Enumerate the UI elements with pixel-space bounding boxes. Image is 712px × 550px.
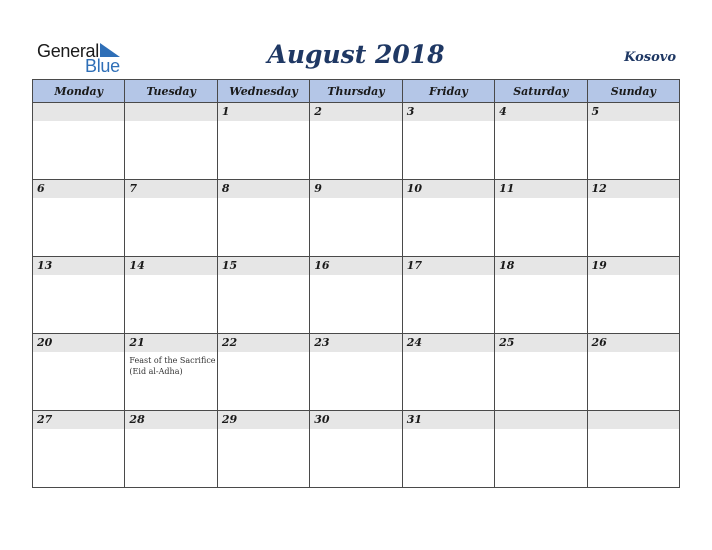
day-cell bbox=[495, 334, 587, 411]
day-cell bbox=[217, 180, 309, 257]
weekday-header: Sunday bbox=[587, 80, 679, 103]
day-cell bbox=[125, 257, 217, 334]
logo-general-text: General bbox=[37, 41, 99, 61]
day-cell bbox=[495, 180, 587, 257]
day-number: 8 bbox=[218, 180, 309, 198]
day-cell bbox=[33, 180, 125, 257]
day-cell bbox=[587, 411, 679, 488]
day-number: 9 bbox=[310, 180, 401, 198]
weekday-header: Tuesday bbox=[125, 80, 217, 103]
day-cell bbox=[217, 334, 309, 411]
day-cell bbox=[587, 334, 679, 411]
day-cell bbox=[217, 257, 309, 334]
day-number: 25 bbox=[495, 334, 586, 352]
weekday-header-row bbox=[33, 80, 680, 103]
day-cell bbox=[125, 180, 217, 257]
day-cell bbox=[310, 411, 402, 488]
day-cell bbox=[587, 257, 679, 334]
calendar-grid bbox=[32, 79, 680, 488]
weekday-header: Thursday bbox=[310, 80, 402, 103]
day-number bbox=[588, 411, 679, 429]
week-row bbox=[33, 103, 680, 180]
day-number: 29 bbox=[218, 411, 309, 429]
week-row bbox=[33, 180, 680, 257]
weekday-header: Monday bbox=[33, 80, 125, 103]
day-number: 26 bbox=[588, 334, 679, 352]
day-number: 31 bbox=[403, 411, 494, 429]
day-number: 28 bbox=[125, 411, 216, 429]
day-number: 10 bbox=[403, 180, 494, 198]
day-number: 17 bbox=[403, 257, 494, 275]
day-cell bbox=[495, 103, 587, 180]
day-cell bbox=[402, 257, 494, 334]
day-cell bbox=[33, 411, 125, 488]
day-number: 13 bbox=[33, 257, 124, 275]
day-cell bbox=[310, 334, 402, 411]
week-row bbox=[33, 257, 680, 334]
day-number: 18 bbox=[495, 257, 586, 275]
day-cell bbox=[217, 411, 309, 488]
country-label: Kosovo bbox=[624, 50, 676, 65]
day-cell bbox=[310, 103, 402, 180]
week-row bbox=[33, 411, 680, 488]
day-cell bbox=[310, 257, 402, 334]
weekday-header: Friday bbox=[402, 80, 494, 103]
calendar-title: August 2018 bbox=[267, 40, 445, 69]
day-cell bbox=[402, 334, 494, 411]
day-number: 20 bbox=[33, 334, 124, 352]
holiday-event bbox=[125, 352, 216, 377]
day-number: 23 bbox=[310, 334, 401, 352]
day-cell bbox=[33, 334, 125, 411]
day-number: 15 bbox=[218, 257, 309, 275]
day-number: 1 bbox=[218, 103, 309, 121]
day-number: 7 bbox=[125, 180, 216, 198]
day-cell bbox=[125, 103, 217, 180]
day-number: 19 bbox=[588, 257, 679, 275]
day-cell bbox=[33, 257, 125, 334]
day-cell bbox=[33, 103, 125, 180]
day-number: 5 bbox=[588, 103, 679, 121]
weekday-header: Wednesday bbox=[217, 80, 309, 103]
day-cell bbox=[587, 180, 679, 257]
day-cell bbox=[402, 103, 494, 180]
day-number bbox=[495, 411, 586, 429]
day-cell bbox=[495, 257, 587, 334]
day-number: 27 bbox=[33, 411, 124, 429]
day-cell bbox=[495, 411, 587, 488]
day-number: 16 bbox=[310, 257, 401, 275]
day-number bbox=[125, 103, 216, 121]
day-number: 11 bbox=[495, 180, 586, 198]
day-number: 6 bbox=[33, 180, 124, 198]
holiday-event-line: Feast of the Sacrifice bbox=[129, 356, 216, 365]
day-number: 14 bbox=[125, 257, 216, 275]
day-cell bbox=[402, 411, 494, 488]
day-number: 3 bbox=[403, 103, 494, 121]
day-number bbox=[33, 103, 124, 121]
holiday-event-line: (Eid al-Adha) bbox=[129, 367, 183, 376]
day-cell bbox=[310, 180, 402, 257]
day-number: 12 bbox=[588, 180, 679, 198]
week-row bbox=[33, 334, 680, 411]
day-number: 21 bbox=[125, 334, 216, 352]
day-number: 4 bbox=[495, 103, 586, 121]
day-number: 2 bbox=[310, 103, 401, 121]
day-cell bbox=[125, 334, 217, 411]
day-number: 30 bbox=[310, 411, 401, 429]
weekday-header: Saturday bbox=[495, 80, 587, 103]
day-number: 22 bbox=[218, 334, 309, 352]
day-cell bbox=[125, 411, 217, 488]
day-cell bbox=[587, 103, 679, 180]
day-number: 24 bbox=[403, 334, 494, 352]
logo-blue-text: Blue bbox=[85, 56, 120, 76]
day-cell bbox=[217, 103, 309, 180]
day-cell bbox=[402, 180, 494, 257]
